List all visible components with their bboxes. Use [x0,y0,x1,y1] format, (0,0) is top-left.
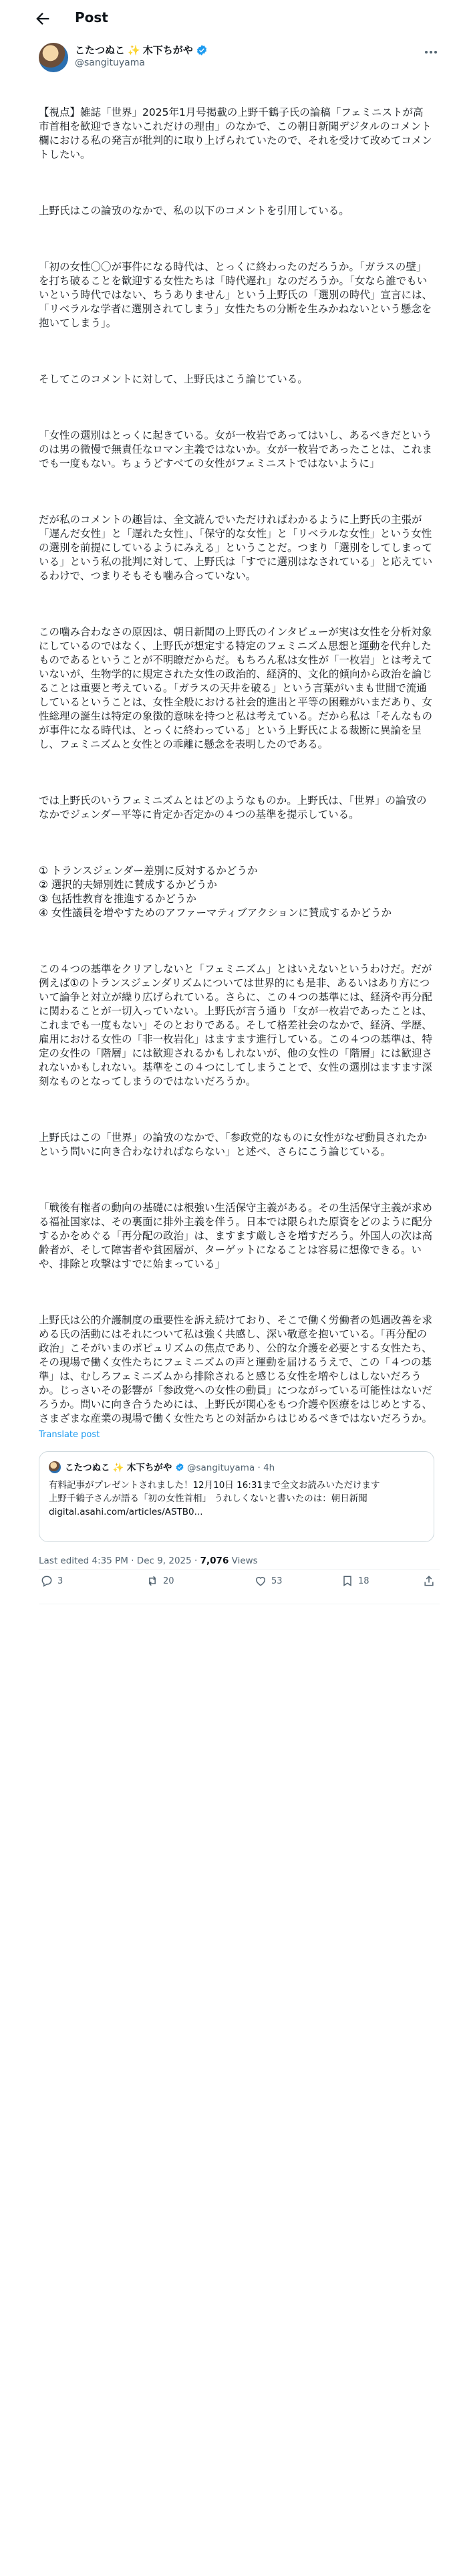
verified-badge-icon [196,44,208,56]
quoted-post[interactable] [39,1451,434,1542]
back-arrow-icon[interactable] [33,9,52,28]
bookmark-icon [341,1574,354,1588]
quote-text: 有料記事がプレゼントされました！12月10日 16:31まで全文お読みいただけます 上野千鶴子さんが語る「初の女性首相」 うれしくないと書いたのは：朝日新聞 digital.asahi.com/articles/ASTB0... [49,1480,380,1517]
post-header [39,41,440,76]
repost-count: 20 [163,1576,174,1586]
quote-author-suffix: 木下ちがや [126,1463,172,1473]
page-title: Post [75,9,108,25]
post-time[interactable]: Last edited 4:35 PM [39,1555,128,1566]
post-meta [39,1555,258,1566]
quote-handle: @sangituyama [187,1463,255,1473]
post-paragraph-12: 「戦後有権者の動向の基礎には根強い生活保守主義がある。その生活保守主義が求める福祉国家は、その裏面に排外主義を伴う。日本では限られた原資をどのように配分するかをめぐる「再分配の政治」は、ますます厳しさを増すだろう。外国人の次は高齢者が、そして障害者や貧困層が、ターゲットになることは容易に想像できる。いや、排除と攻撃はすでに始まっている」 [39,1202,433,1270]
quote-time: · 4h [257,1463,275,1473]
action-bar [39,1574,440,1600]
repost-icon [146,1574,159,1588]
post-criteria-list: ① トランスジェンダー差別に反対するかどうか ② 選択的夫婦別姓に賛成するかどうか ③ 包括性教育を推進するかどうか ④ 女性議員を増やすためのアファーマティブアクションに賛成するかどうか [39,865,392,919]
divider [39,1569,440,1570]
share-icon [422,1574,436,1588]
quote-author-name: こたつぬこ [65,1463,110,1473]
post-paragraph-5: 「女性の選別はとっくに起きている。女が一枚岩であってはいし、あるべきだというのは男の微慢で無責任なロマン主義ではないか。女が一枚岩であったことは、これまでも一度もない。ちょうどすべての女性がフェミニストではないように」 [39,429,432,469]
post-paragraph-13: 上野氏は公的介護制度の重要性を訴え続けており、そこで働く労働者の処遇改善を求める氏の活動にはそれについて私は強く共感し、深い敬意を抱いている。「再分配の政治」こそがいまのポピュリズムの焦点であり、公的な介護を必要とする女性たち、その現場で働く女性たちにフェミニズムの声と運動を届けるうえで、この「４つの基準」は、むしろフェミニズムから排除されると感じる女性を増やしはしないだろうか。じっさいその影響が「参政党への女性の動員」につながっている可能性はないだろうか。問いに向き合うためには、上野氏が関心をもつ介護や医療をはじめとする、さまざまな産業の現場で働く女性たちとの対話からはじめるべきではないだろうか。 [39,1314,433,1424]
author-name-suffix: 木下ちがや [142,44,193,56]
post-date[interactable]: Dec 9, 2025 [136,1555,192,1566]
repost-button[interactable] [146,1574,174,1588]
sparkle-icon: ✨ [128,43,140,56]
separator-dot: · [131,1555,137,1566]
sparkle-icon: ✨ [112,1463,124,1473]
quote-avatar [49,1461,61,1473]
post-paragraph-10: この４つの基準をクリアしないと「フェミニズム」とはいえないというわけだ。だが例えば①のトランスジェンダリズムについては世界的にも是非、あるいはあり方について論争と対立が繰り広げられている。さらに、この４つの基準には、経済や再分配に関わることが一切入っていない。上野氏が言う通り「女が一枚岩であったことは、これまでも一度もない」そのとおりである。そして格差社会のなかで、経済、学歴、雇用における女性の「非一枚岩化」はますます進行している。この４つの基準は、特定の女性の「階層」には歓迎されるかもしれないが、他の女性の「階層」には歓迎されないかもしれない。基準をこの４つにしてしまうことで、女性の選別はますます深刻なものとなってしまうのではないだろうか。 [39,963,433,1087]
post-paragraph-2: 上野氏はこの論攷のなかで、私の以下のコメントを引用している。 [39,205,349,217]
reply-button[interactable] [40,1574,63,1588]
author-name-text: こたつぬこ [75,44,126,56]
top-bar [0,0,451,39]
quote-header [65,1460,275,1473]
post-paragraph-4: そしてこのコメントに対して、上野氏はこう論じている。 [39,373,308,385]
heart-icon [254,1574,267,1588]
separator-dot: · [194,1555,200,1566]
bookmark-button[interactable] [341,1574,369,1588]
reply-icon [40,1574,53,1588]
author-handle[interactable]: @sangituyama [75,58,145,68]
verified-badge-icon [175,1463,184,1472]
reply-count: 3 [57,1576,63,1586]
post-paragraph-7: この噛み合わなさの原因は、朝日新聞の上野氏のインタビューが実は女性を分析対象にしているのではなく、上野氏が想定する特定のフェミニズム思想と運動を代弁したものであるということが不明瞭だからだ。もちろん私は女性が「一枚岩」とは考えていないが、生物学的に規定された女性の政治的、経済的、文化的傾向から政治を論じることは重要と考えている。「ガラスの天井を破る」という言葉がいまも世間で流通しているということは、女性全般における社会的進出と平等の困難がいまだあり、女性総理の誕生は特定の象徴的意味を持つと私は考えている。だから私は「そんなものが事件になる時代は、とっくに終わっている」という上野氏による裁断に異論を呈し、フェミニズムと女性との乖離に懸念を表明したのである。 [39,626,433,750]
translate-post-link[interactable]: Translate post [39,1430,100,1440]
post-paragraph-3: 「初の女性〇〇が事件になる時代は、とっくに終わったのだろうか。「ガラスの壁」を打ち破ることを歓迎する女性たちは「時代遅れ」なのだろうか。「女なら誰でもいいという時代ではない、ちうありません」という上野氏の「選別の時代」宣言には、「リベラルな学者に選別されてしまう」女性たちの分断を生みかねないという懸念を抱いてしまう」。 [39,261,433,329]
post-paragraph-6: だが私のコメントの趣旨は、全文読んでいただければわかるように上野氏の主張が「遅んだ女性」と「遅れた女性」、「保守的な女性」と「リベラルな女性」という女性の選別を前提にしているようにみえる」ということだ。つまり「選別をしてしまっている」という私の批判に対して、上野氏は「すでに選別はなされている」と応えているわけで、つまりそもそも噛み合っていない。 [39,514,433,582]
post-body [39,78,433,1454]
views-label: Views [231,1555,258,1566]
more-options-icon[interactable] [422,45,440,59]
post-paragraph-1: 【視点】雑誌「世界」2025年1月号掲載の上野千鶴子氏の論稿「フェミニストが高市首相を歓迎できないこれだけの理由」のなかで、この朝日新聞デジタルのコメント欄における私の発言が批判的に取り上げられていたので、それを受けて改めてコメントしたい。 [39,106,432,160]
share-button[interactable] [422,1574,436,1588]
author-name[interactable] [75,43,208,57]
like-count: 53 [271,1576,283,1586]
post-paragraph-8: では上野氏のいうフェミニズムとはどのようなものか。上野氏は、「世界」の論攷のなかでジェンダー平等に肯定か否定かの４つの基準を提示している。 [39,794,427,821]
post-paragraph-11: 上野氏はこの「世界」の論攷のなかで、「参政党的なものに女性がなぜ動員されたかという問いに向き合わなければならない」と述べ、さらにこう論じている。 [39,1132,427,1158]
bookmark-count: 18 [358,1576,369,1586]
avatar[interactable] [39,43,68,72]
view-count: 7,076 [200,1555,229,1566]
like-button[interactable] [254,1574,283,1588]
